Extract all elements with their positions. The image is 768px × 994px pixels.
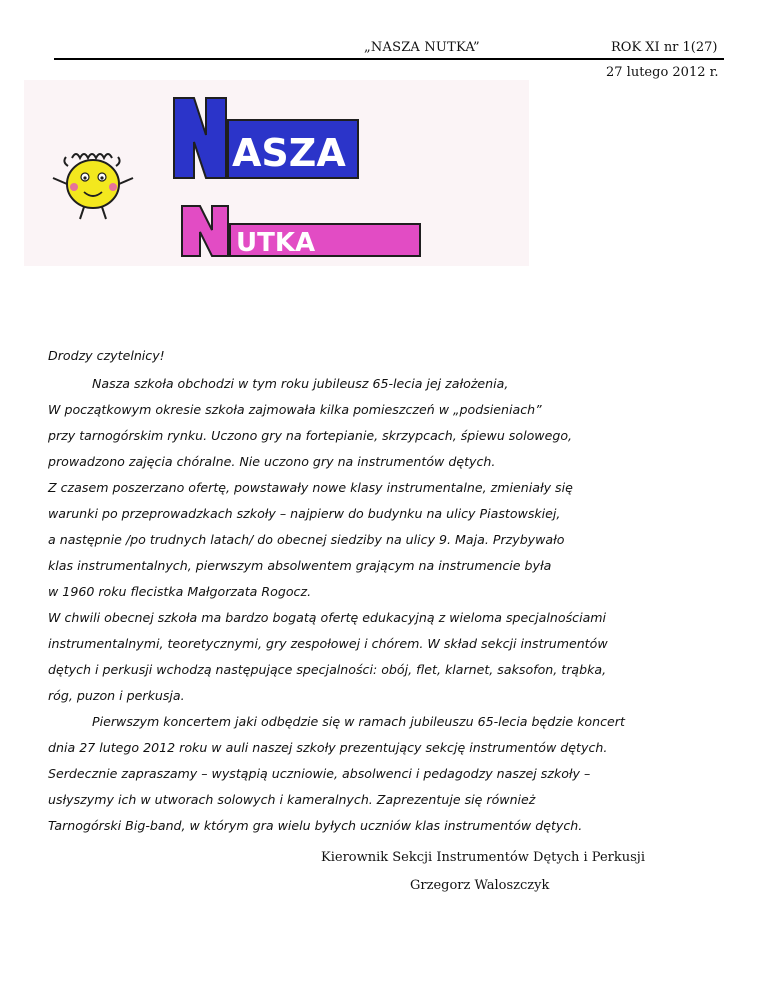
paragraph-line: W chwili obecnej szkoła ma bardzo bogatą ofertę edukacyjną z wieloma specjalnościami xyxy=(48,610,607,625)
paragraph-line: dętych i perkusji wchodzą następujące specjalności: obój, flet, klarnet, saksofon, trąbka, xyxy=(48,662,607,677)
paragraph-line: klas instrumentalnych, pierwszym absolwentem grającym na instrumencie była xyxy=(48,558,552,573)
paragraph-line: prowadzono zajęcia chóralne. Nie uczono gry na instrumentów dętych. xyxy=(48,454,496,469)
newsletter-title: „NASZA NUTKA” xyxy=(364,40,480,55)
svg-text:UTKA: UTKA xyxy=(236,228,316,258)
mascot-icon xyxy=(53,154,133,219)
paragraph-line: przy tarnogórskim rynku. Uczono gry na fortepianie, skrzypcach, śpiewu solowego, xyxy=(48,428,573,443)
signature-name: Grzegorz Waloszczyk xyxy=(410,878,550,893)
svg-text:ASZA: ASZA xyxy=(232,131,346,175)
paragraph-line: a następnie /po trudnych latach/ do obecnej siedziby na ulicy 9. Maja. Przybywało xyxy=(48,532,565,547)
paragraph-line: usłyszymy ich w utworach solowych i kameralnych. Zaprezentuje się również xyxy=(48,792,536,807)
nasza-nutka-logo xyxy=(24,80,529,266)
header-divider xyxy=(54,58,724,60)
issue-number: ROK XI nr 1(27) xyxy=(611,40,718,55)
paragraph-line: W początkowym okresie szkoła zajmowała kilka pomieszczeń w „podsieniach” xyxy=(48,402,542,417)
paragraph-line: Pierwszym koncertem jaki odbędzie się w ramach jubileuszu 65-lecia będzie koncert xyxy=(92,714,625,729)
paragraph-line: w 1960 roku flecistka Małgorzata Rogocz. xyxy=(48,584,312,599)
paragraph-line: instrumentalnymi, teoretycznymi, gry zespołowej i chórem. W skład sekcji instrumentów xyxy=(48,636,608,651)
paragraph-line: Z czasem poszerzano ofertę, powstawały nowe klasy instrumentalne, zmieniały się xyxy=(48,480,573,495)
issue-date: 27 lutego 2012 r. xyxy=(606,65,719,80)
paragraph-line: warunki po przeprowadzkach szkoły – najpierw do budynku na ulicy Piastowskiej, xyxy=(48,506,561,521)
paragraph-line: róg, puzon i perkusja. xyxy=(48,688,185,703)
signature-role: Kierownik Sekcji Instrumentów Dętych i Perkusji xyxy=(321,850,645,865)
logo-drawing xyxy=(24,80,529,266)
paragraph-line: Tarnogórski Big-band, w którym gra wielu byłych uczniów klas instrumentów dętych. xyxy=(48,818,583,833)
logo-word-nutka xyxy=(182,206,420,258)
logo-word-nasza xyxy=(174,98,358,178)
greeting: Drodzy czytelnicy! xyxy=(48,348,165,363)
paragraph-line: Nasza szkoła obchodzi w tym roku jubileusz 65-lecia jej założenia, xyxy=(92,376,509,391)
paragraph-line: Serdecznie zapraszamy – wystąpią uczniowie, absolwenci i pedagodzy naszej szkoły – xyxy=(48,766,591,781)
paragraph-line: dnia 27 lutego 2012 roku w auli naszej szkoły prezentujący sekcję instrumentów dętych. xyxy=(48,740,608,755)
